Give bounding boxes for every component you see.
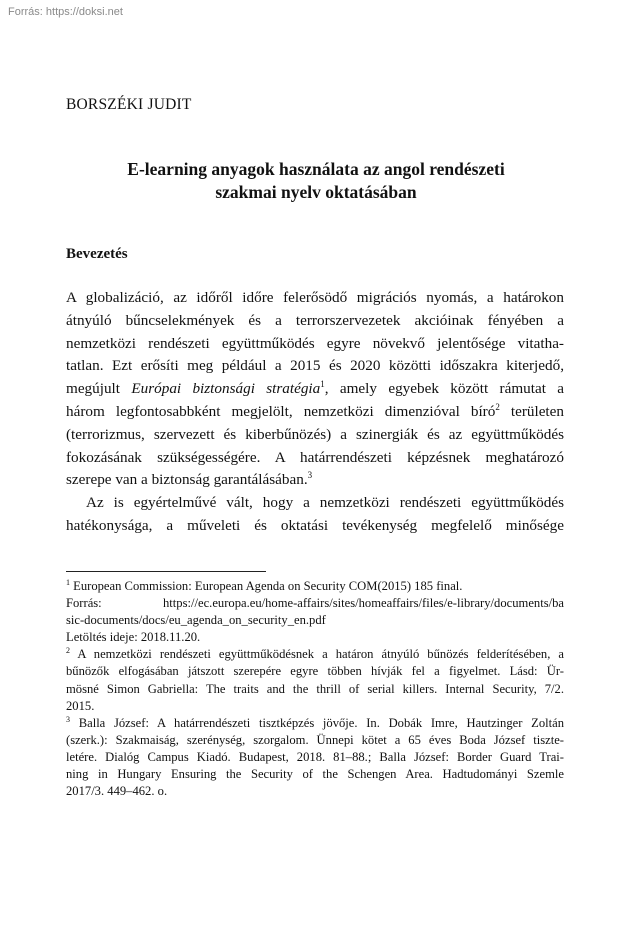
text-line: (terrorizmus, szervezett és kiberbűnözés) a szinergiák és az együttműködés	[66, 425, 564, 443]
author-name: BORSZÉKI JUDIT	[66, 96, 192, 113]
footnote-3-line: ning in Hungary Ensuring the Security of the Schengen Area. Hadtudományi Szemle	[66, 767, 564, 782]
text-line	[66, 378, 564, 401]
footnote-number: 1	[66, 578, 70, 587]
text-line: Az is egyértelművé vált, hogy a nemzetközi rendészeti együttműködés	[86, 494, 564, 512]
footnote-2-line: 2015.	[66, 698, 95, 713]
text-line: A globalizáció, az időről időre felerősödő migrációs nyomás, a határokon	[66, 289, 564, 306]
footnote-2-line	[66, 646, 564, 663]
footnote-3-line: (szerk.): Szakmaiság, szerénység, szorgalom. Ünnepi kötet a 65 éves Boda József tiszte-	[66, 732, 564, 747]
text-line: átnyúló bűncselekmények és a terrorszervezetek akcióinak fényében a	[66, 311, 564, 329]
text-fragment: European Commission: European Agenda on Security COM(2015) 185 final.	[70, 579, 463, 593]
footnote-number: 3	[66, 714, 70, 724]
paragraph-1	[66, 287, 564, 492]
text-fragment: területen	[499, 402, 564, 420]
footnote-ref-1[interactable]: 1	[320, 379, 325, 390]
text-fragment: három legfontosabbként megjelölt, nemzetközi dimenzióval bíró	[66, 402, 496, 420]
text-fragment: Balla József: A határrendészeti tisztképzés jövője. In. Dobák Imre, Hautzinger Zoltán	[70, 715, 564, 730]
source-watermark: Forrás: https://doksi.net	[8, 6, 123, 18]
footnote-source-link[interactable]: sic-documents/docs/eu_agenda_on_security_en.pdf	[66, 613, 326, 628]
text-fragment: szerepe van a biztonság garantálásában.	[66, 471, 308, 489]
text-line: tatlan. Ezt erősíti meg például a 2015 és 2020 közötti időszakra kiterjedő,	[66, 357, 564, 375]
text-line	[66, 401, 564, 424]
footnote-3-line: letére. Dialóg Campus Kiadó. Budapest, 2018. 81–88.; Balla József: Border Guard Trai-	[66, 749, 564, 764]
title-line-1: E-learning anyagok használata az angol rendészeti	[127, 159, 505, 179]
footnote-source-link[interactable]: Forrás: https://ec.europa.eu/home-affairs/sites/homeaffairs/files/e-library/documents/ba	[66, 596, 564, 611]
text-fragment: , amely egyebek között rámutat a	[324, 380, 565, 398]
footnote-3-line	[66, 715, 564, 732]
footnote-divider	[66, 571, 266, 572]
text-fragment: megújult	[66, 380, 132, 398]
text-line: fokozásának szükségességére. A határrendészeti képzésnek meghatározó	[66, 448, 564, 466]
section-heading: Bevezetés	[66, 246, 128, 262]
footnote-2-line: bűnözők elfogásában játszott szerepére egyre többen hívják fel a figyelmet. Lásd: Ür-	[66, 664, 564, 679]
footnote-1-line	[66, 578, 564, 595]
footnote-ref-2[interactable]: 2	[495, 401, 500, 412]
strategy-title-italic: Európai biztonsági stratégia	[131, 380, 321, 398]
title-line-2: szakmai nyelv oktatásában	[215, 182, 417, 202]
footnote-3-line: 2017/3. 449–462. o.	[66, 784, 168, 799]
footnote-ref-3[interactable]: 3	[307, 470, 313, 481]
footnote-1-line: Letöltés ideje: 2018.11.20.	[66, 630, 201, 645]
paragraph-2	[66, 492, 564, 538]
body-text	[66, 287, 564, 538]
footnotes	[66, 578, 564, 800]
text-line: hatékonysága, a műveleti és oktatási tevékenység megfelelő minősége	[66, 516, 564, 534]
text-line	[66, 469, 564, 492]
text-line: nemzetközi rendészeti együttműködés egyre növekvő jelentősége vitatha-	[66, 334, 564, 352]
footnote-number: 2	[66, 646, 70, 656]
text-fragment: A nemzetközi rendészeti együttműködésnek a határon átnyúló bűnözés felderítésében, a	[70, 647, 564, 662]
footnote-2-line: mösné Simon Gabriella: The traits and the thrill of serial killers. Internal Security, 7/2.	[66, 681, 564, 696]
article-title	[66, 158, 566, 204]
